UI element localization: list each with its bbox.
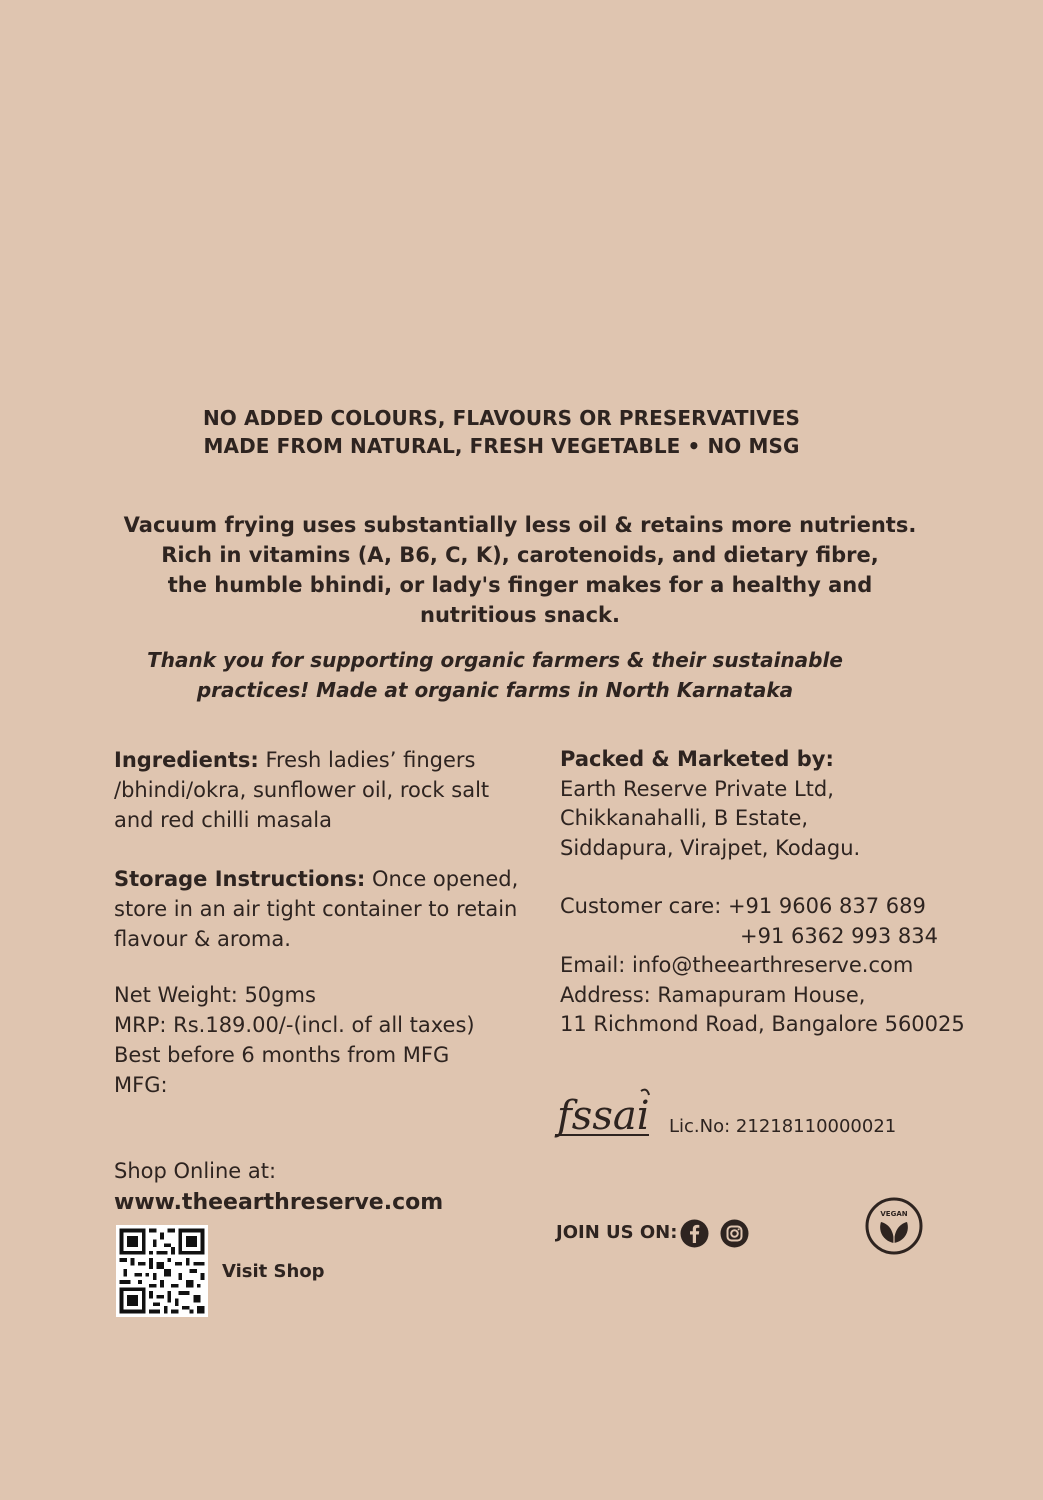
product-description: [0, 510, 1040, 630]
ingredients-label: Ingredients:: [114, 748, 259, 772]
fssai-logo: [553, 1085, 658, 1141]
fssai-logo-text: fssai: [557, 1093, 650, 1139]
storage-section: [114, 864, 544, 954]
packed-by-line-1: Earth Reserve Private Ltd,: [560, 776, 834, 801]
email[interactable]: Email: info@theearthreserve.com: [560, 953, 914, 977]
mfg: MFG:: [114, 1073, 168, 1097]
description-line-2: Rich in vitamins (A, B6, C, K), carotenoids, and dietary fibre,: [161, 543, 879, 567]
customer-care-2: +91 6362 993 834: [740, 923, 938, 948]
packed-by-label: Packed & Marketed by:: [560, 747, 834, 771]
claims-banner: [0, 404, 1003, 460]
description-line-4: nutritious snack.: [420, 603, 620, 627]
facebook-icon[interactable]: [680, 1219, 709, 1248]
vegan-badge-icon: [865, 1197, 923, 1255]
mrp: MRP: Rs.189.00/-(incl. of all taxes): [114, 1013, 475, 1037]
product-info: [114, 980, 544, 1100]
packed-by-line-3: Siddapura, Virajpet, Kodagu.: [560, 835, 861, 860]
ingredients-line-3: and red chilli masala: [114, 808, 332, 832]
vegan-badge-text: VEGAN: [880, 1210, 908, 1218]
claim-line-1: NO ADDED COLOURS, FLAVOURS OR PRESERVATIVES: [202, 406, 801, 430]
description-line-1: Vacuum frying uses substantially less oil & retains more nutrients.: [123, 513, 917, 537]
ingredients-section: [114, 745, 544, 835]
thanks-line-2: practices! Made at organic farms in North Karnataka: [196, 678, 794, 702]
description-line-3: the humble bhindi, or lady's finger makes for a healthy and: [167, 573, 873, 597]
address-line-1: Address: Ramapuram House,: [560, 982, 866, 1007]
storage-line-2: store in an air tight container to retain: [114, 897, 518, 921]
storage-line-3: flavour & aroma.: [114, 927, 291, 951]
visit-shop-label[interactable]: Visit Shop: [222, 1261, 325, 1282]
address-line-2: 11 Richmond Road, Bangalore 560025: [560, 1012, 965, 1036]
ingredients-text: Fresh ladies’ fingers: [258, 748, 476, 772]
right-column: [560, 745, 1000, 1040]
best-before: Best before 6 months from MFG: [114, 1043, 450, 1067]
instagram-icon[interactable]: [720, 1219, 749, 1248]
thanks-line-1: Thank you for supporting organic farmers & their sustainable: [147, 648, 843, 672]
claim-line-2: MADE FROM NATURAL, FRESH VEGETABLE • NO MSG: [203, 434, 800, 458]
customer-care: Customer care: +91 9606 837 689: [560, 894, 926, 918]
shop-url[interactable]: www.theearthreserve.com: [114, 1190, 444, 1215]
ingredients-line-2: /bhindi/okra, sunflower oil, rock salt: [114, 778, 490, 802]
packed-by-line-2: Chikkanahalli, B Estate,: [560, 806, 809, 830]
shop-label: Shop Online at:: [114, 1159, 277, 1183]
join-us-label: JOIN US ON:: [556, 1222, 678, 1243]
fssai-license: Lic.No: 21218110000021: [669, 1116, 897, 1137]
shop-online: [114, 1155, 443, 1219]
packed-by-section: [560, 745, 1000, 863]
net-weight: Net Weight: 50gms: [114, 983, 316, 1007]
thank-you-note: [0, 645, 990, 705]
qr-code-icon[interactable]: [115, 1225, 209, 1317]
storage-text: Once opened,: [365, 867, 519, 891]
storage-label: Storage Instructions:: [114, 867, 366, 891]
contact-section: [560, 892, 1000, 1040]
left-column: [114, 745, 544, 1100]
